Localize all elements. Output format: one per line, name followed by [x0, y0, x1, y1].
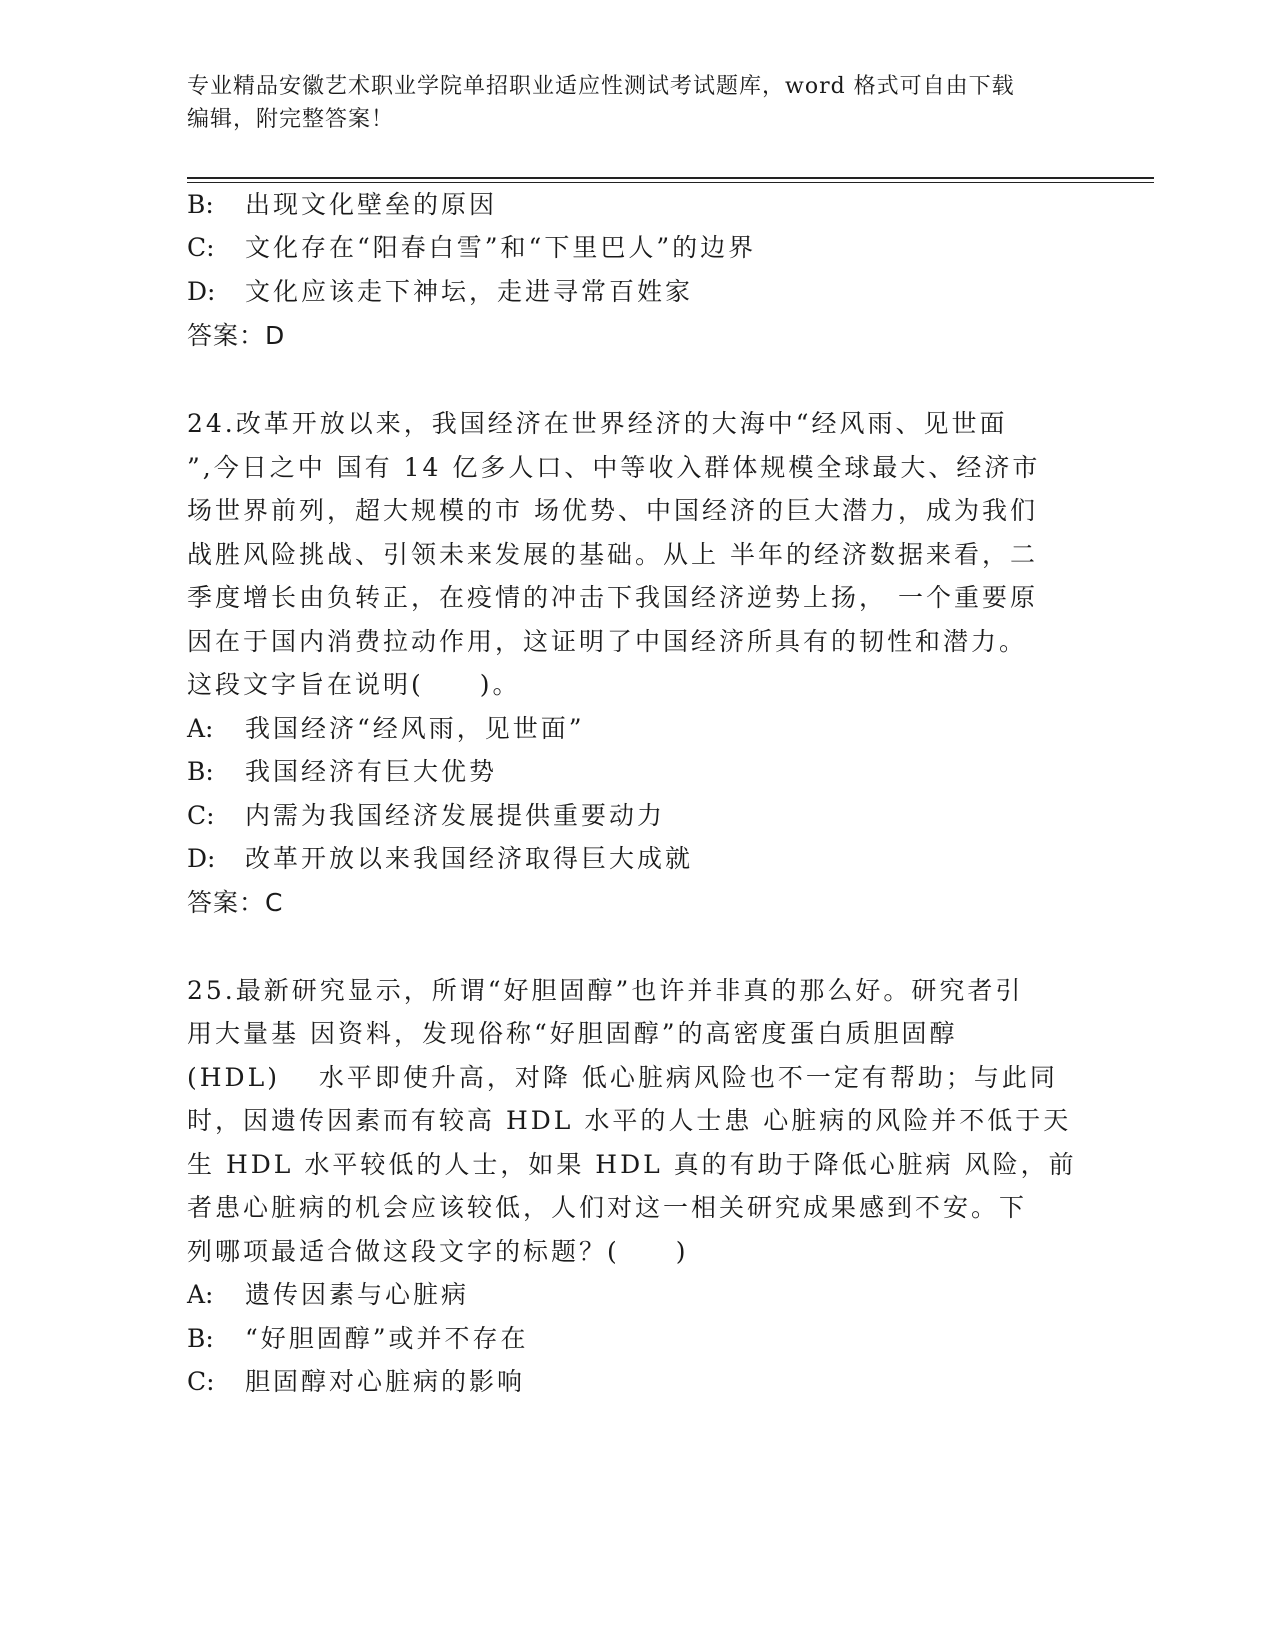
- option-text: 出现文化壁垒的原因: [245, 190, 498, 219]
- q25-line-1: 25.最新研究显示，所谓“好胆固醇”也许并非真的那么好。研究者引: [187, 976, 1024, 1005]
- q24-answer: 答案：C: [187, 888, 284, 917]
- option-text: 改革开放以来我国经济取得巨大成就: [245, 844, 694, 873]
- q25-option-a: [187, 1280, 469, 1310]
- prev-option-c: [187, 233, 756, 263]
- option-letter: A:: [187, 714, 214, 743]
- header-line-2: 编辑，附完整答案！: [187, 107, 395, 132]
- prev-option-b: [187, 190, 497, 220]
- option-letter: C:: [187, 1367, 215, 1396]
- q24-line-4: 战胜风险挑战、引领未来发展的基础。从上 半年的经济数据来看，二: [187, 540, 1038, 569]
- q24-option-c: [187, 801, 665, 831]
- prev-option-d: [187, 277, 693, 307]
- q25-line-7: 列哪项最适合做这段文字的标题？( ): [187, 1237, 689, 1266]
- q24-line-2: ”,今日之中 国有 14 亿多人口、中等收入群体规模全球最大、经济市: [187, 453, 1041, 482]
- header-divider-thin: [187, 182, 1154, 183]
- q25-line-2: 用大量基 因资料，发现俗称“好胆固醇”的高密度蛋白质胆固醇: [187, 1019, 958, 1048]
- q24-line-3: 场世界前列，超大规模的市 场优势、中国经济的巨大潜力，成为我们: [187, 496, 1038, 525]
- option-letter: C:: [187, 801, 215, 830]
- q24-option-a: [187, 714, 585, 744]
- option-letter: B:: [187, 757, 214, 786]
- option-letter: B:: [187, 190, 214, 219]
- option-letter: C:: [187, 233, 215, 262]
- q24-line-7: 这段文字旨在说明( )。: [187, 670, 521, 699]
- option-letter: A:: [187, 1280, 214, 1309]
- option-text: 文化存在“阳春白雪”和“下里巴人”的边界: [245, 233, 757, 262]
- q24-line-1: 24.改革开放以来，我国经济在世界经济的大海中“经风雨、见世面: [187, 409, 1008, 438]
- q25-line-5: 生 HDL 水平较低的人士，如果 HDL 真的有助于降低心脏病 风险，前: [187, 1150, 1077, 1179]
- header-line-1: 专业精品安徽艺术职业学院单招职业适应性测试考试题库，word 格式可自由下载: [187, 74, 1015, 99]
- option-text: 遗传因素与心脏病: [245, 1280, 470, 1309]
- q24-option-b: [187, 757, 497, 787]
- prev-answer: 答案：D: [187, 321, 286, 350]
- option-letter: B:: [187, 1324, 214, 1353]
- option-letter: D:: [187, 277, 216, 306]
- q25-option-c: [187, 1367, 525, 1397]
- q24-line-5: 季度增长由负转正，在疫情的冲击下我国经济逆势上扬， 一个重要原: [187, 583, 1038, 612]
- option-text: 我国经济有巨大优势: [245, 757, 498, 786]
- q25-line-3: (HDL) 水平即使升高，对降 低心脏病风险也不一定有帮助；与此同: [187, 1063, 1058, 1092]
- option-text: 文化应该走下神坛，走进寻常百姓家: [245, 277, 694, 306]
- header-divider-thick: [187, 177, 1154, 179]
- document-header: [187, 70, 1067, 136]
- q24-line-6: 因在于国内消费拉动作用，这证明了中国经济所具有的韧性和潜力。: [187, 627, 1028, 656]
- q25-line-4: 时，因遗传因素而有较高 HDL 水平的人士患 心脏病的风险并不低于天: [187, 1106, 1072, 1135]
- option-text: 胆固醇对心脏病的影响: [245, 1367, 526, 1396]
- option-text: 我国经济“经风雨，见世面”: [245, 714, 585, 743]
- q24-option-d: [187, 844, 693, 874]
- option-letter: D:: [187, 844, 216, 873]
- option-text: 内需为我国经济发展提供重要动力: [245, 801, 666, 830]
- q25-option-b: [187, 1324, 529, 1354]
- option-text: “好胆固醇”或并不存在: [245, 1324, 529, 1353]
- q25-line-6: 者患心脏病的机会应该较低，人们对这一相关研究成果感到不安。下: [187, 1193, 1028, 1222]
